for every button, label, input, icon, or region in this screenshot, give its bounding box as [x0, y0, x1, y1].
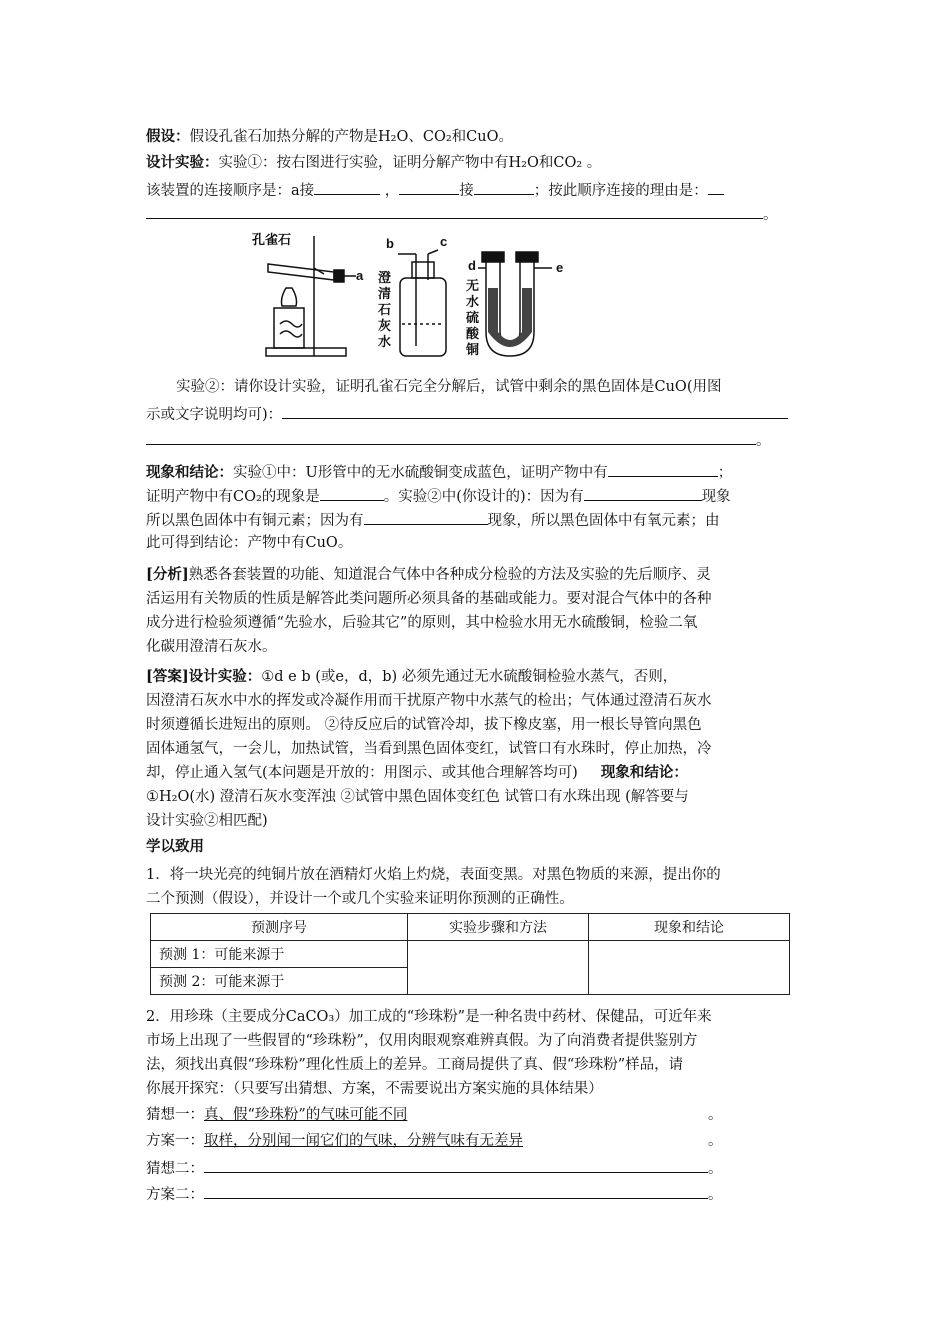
answer-line2: 因澄清石灰水中水的挥发或冷凝作用而干扰原产物中水蒸气的检出；气体通过澄清石灰水 — [146, 693, 712, 709]
guess1-answer[interactable]: 真、假“珍珠粉”的气味可能不同 — [204, 1107, 408, 1123]
blank-3[interactable] — [474, 179, 534, 195]
answer-line1 — [146, 667, 677, 687]
design-label: 设计实验： — [146, 154, 219, 171]
exp2-line2 — [146, 403, 788, 425]
table-cell-result[interactable] — [589, 941, 790, 995]
prediction-table — [150, 913, 790, 995]
answer-text: ①d e b (或e，d，b) 必须先通过无水硫酸铜检验水蒸气，否则， — [261, 669, 678, 685]
hypothesis-text: 假设孔雀石加热分解的产物是H₂O、CO₂和CuO。 — [189, 129, 513, 145]
table-cell: 预测 1：可能来源于 — [151, 941, 408, 968]
label-lime-2: 石 — [378, 302, 392, 317]
result-text: ； — [717, 465, 733, 481]
result-line1 — [146, 461, 732, 483]
q2-line1: 2．用珍珠（主要成分CaCO₃）加工成的“珍珠粉”是一种名贵中药材、保健品，可近年来 — [146, 1009, 712, 1025]
reason-blank[interactable] — [146, 203, 763, 219]
table-header: 预测序号 — [151, 914, 408, 941]
design-text: 实验①：按右图进行实验，证明分解产物中有H₂O和CO₂ 。 — [218, 155, 602, 171]
exp2-blank-2[interactable] — [146, 429, 756, 445]
plan2-line — [146, 1183, 723, 1205]
result-blank-2[interactable] — [320, 485, 384, 501]
label-cu-4: 铜 — [466, 342, 480, 357]
label-e: e — [556, 260, 564, 275]
reason-line — [146, 203, 778, 225]
guess2-label: 猜想二： — [146, 1161, 204, 1177]
analysis-line3: 成分进行检验须遵循“先验水，后验其它”的原则，其中检验水用无水硫酸铜，检验二氧 — [146, 615, 698, 631]
table-row — [151, 941, 790, 968]
label-cu-2: 硫 — [466, 310, 480, 325]
result-text: 所以黑色固体中有铜元素；因为有 — [146, 513, 364, 529]
result-line3 — [146, 509, 720, 531]
period: 。 — [708, 1133, 723, 1149]
hypothesis-label: 假设： — [146, 128, 190, 145]
table-cell: 预测 2：可能来源于 — [151, 968, 408, 995]
stand-base — [266, 348, 346, 356]
plan1-answer[interactable]: 取样，分别闻一闻它们的气味，分辨气味有无差异 — [204, 1133, 523, 1149]
result-text: 实验①中：U形管中的无水硫酸铜变成蓝色，证明产物中有 — [233, 465, 608, 481]
period: 。 — [763, 207, 778, 223]
table-header-row — [151, 914, 790, 941]
label-cu-1: 水 — [466, 294, 480, 309]
blank-1[interactable] — [314, 179, 380, 195]
analysis-line1 — [146, 565, 711, 585]
analysis-label: [分析] — [146, 566, 189, 583]
result-text: 现象，所以黑色固体中有氧元素；由 — [487, 513, 720, 529]
guess2-line — [146, 1157, 723, 1179]
q1-line1: 1．将一块光亮的纯铜片放在酒精灯火焰上灼烧，表面变黑。对黑色物质的来源，提出你的 — [146, 867, 721, 883]
label-lime-3: 灰 — [378, 318, 392, 333]
alcohol-lamp — [274, 308, 304, 348]
label-c: c — [440, 234, 448, 249]
label-d: d — [468, 258, 476, 273]
q2-line2: 市场上出现了一些假冒的“珍珠粉”，仅用肉眼观察难辨真假。为了向消费者提供鉴别方 — [146, 1033, 698, 1049]
flame — [282, 288, 297, 306]
analysis-line4: 化碳用澄清石灰水。 — [146, 639, 277, 655]
table-header: 实验步骤和方法 — [408, 914, 589, 941]
hypothesis-line — [146, 127, 513, 147]
q1-line2: 二个预测（假设），并设计一个或几个实验来证明你预测的正确性。 — [146, 891, 574, 907]
answer-line3: 时须遵循长进短出的原则。 ②待反应后的试管冷却，拔下橡皮塞，用一根长导管向黑色 — [146, 717, 702, 733]
plan1-label: 方案一： — [146, 1133, 204, 1149]
apply-title — [146, 837, 204, 857]
q2-line3: 法，须找出真假“珍珠粉”理化性质上的差异。工商局提供了真、假“珍珠粉”样品，请 — [146, 1057, 684, 1073]
label-b: b — [386, 236, 394, 251]
label-malachite: 孔雀石 — [252, 232, 292, 247]
connect-line — [146, 179, 724, 201]
answer-line5 — [146, 763, 688, 783]
test-tube — [268, 264, 334, 280]
exp2-line3 — [146, 429, 771, 451]
answer-line6: ①H₂O(水) 澄清石灰水变浑浊 ②试管中黑色固体变红色 试管口有水珠出现 (解答要与 — [146, 789, 689, 805]
design-line — [146, 153, 601, 173]
label-cu-3: 酸 — [466, 326, 480, 341]
answer-result-label: 现象和结论： — [600, 764, 688, 781]
result-line4: 此可得到结论：产物中有CuO。 — [146, 535, 353, 551]
plan1-line — [146, 1131, 723, 1151]
result-blank-3[interactable] — [584, 485, 702, 501]
result-text: 证明产物中有CO₂的现象是 — [146, 489, 320, 505]
guess2-blank[interactable] — [204, 1157, 708, 1173]
exp2-blank-1[interactable] — [282, 403, 788, 419]
table-header: 现象和结论 — [589, 914, 790, 941]
period: 。 — [708, 1107, 723, 1123]
period: 。 — [756, 433, 771, 449]
blank-2[interactable] — [399, 179, 459, 195]
blank-4[interactable] — [708, 179, 724, 195]
label-a: a — [356, 268, 364, 283]
answer-line4: 固体通氢气，一会儿，加热试管，当看到黑色固体变红，试管口有水珠时，停止加热，冷 — [146, 741, 712, 757]
result-text: 。实验②中(你设计的)：因为有 — [383, 489, 584, 505]
connect-text: 该装置的连接顺序是：a接 — [146, 183, 315, 199]
label-lime-4: 水 — [378, 334, 392, 349]
connect-tail: ；按此顺序连接的理由是： — [533, 183, 708, 199]
exp2-line1: 实验②：请你设计实验，证明孔雀石完全分解后，试管中剩余的黑色固体是CuO(用图 — [176, 379, 722, 395]
period: 。 — [708, 1161, 723, 1177]
answer-text: 却，停止通入氢气(本问题是开放的：用图示、或其他合理解答均可) — [146, 765, 578, 781]
result-blank-4[interactable] — [364, 509, 488, 525]
stopper — [334, 270, 344, 282]
exp2-text: 示或文字说明均可)： — [146, 407, 283, 423]
result-label: 现象和结论： — [146, 464, 233, 481]
guess1-line — [146, 1105, 723, 1125]
apply-title-text: 学以致用 — [146, 838, 204, 855]
jie-text: 接 — [459, 183, 474, 199]
table-cell-steps[interactable] — [408, 941, 589, 995]
plan2-blank[interactable] — [204, 1183, 708, 1199]
analysis-text: 熟悉各套装置的功能、知道混合气体中各种成分检验的方法及实验的先后顺序、灵 — [188, 567, 711, 583]
washing-bottle — [400, 278, 446, 356]
label-lime-1: 清 — [378, 286, 392, 301]
result-blank-1[interactable] — [608, 461, 718, 477]
label-cu-0: 无 — [466, 278, 480, 293]
analysis-line2: 活运用有关物质的性质是解答此类问题所必须具备的基础或能力。要对混合气体中的各种 — [146, 591, 712, 607]
comma: ， — [384, 183, 400, 199]
result-line2 — [146, 485, 731, 507]
cuso4-fill — [488, 288, 532, 347]
label-lime-0: 澄 — [378, 270, 392, 285]
answer-line7: 设计实验②相匹配) — [146, 813, 268, 829]
result-text: 现象 — [701, 489, 731, 505]
q2-line4: 你展开探究：（只要写出猜想、方案，不需要说出方案实施的具体结果） — [146, 1081, 603, 1097]
answer-label: [答案]设计实验： — [146, 668, 262, 685]
apparatus-figure — [252, 228, 582, 364]
period: 。 — [708, 1187, 723, 1203]
plan2-label: 方案二： — [146, 1187, 204, 1203]
guess1-label: 猜想一： — [146, 1107, 204, 1123]
